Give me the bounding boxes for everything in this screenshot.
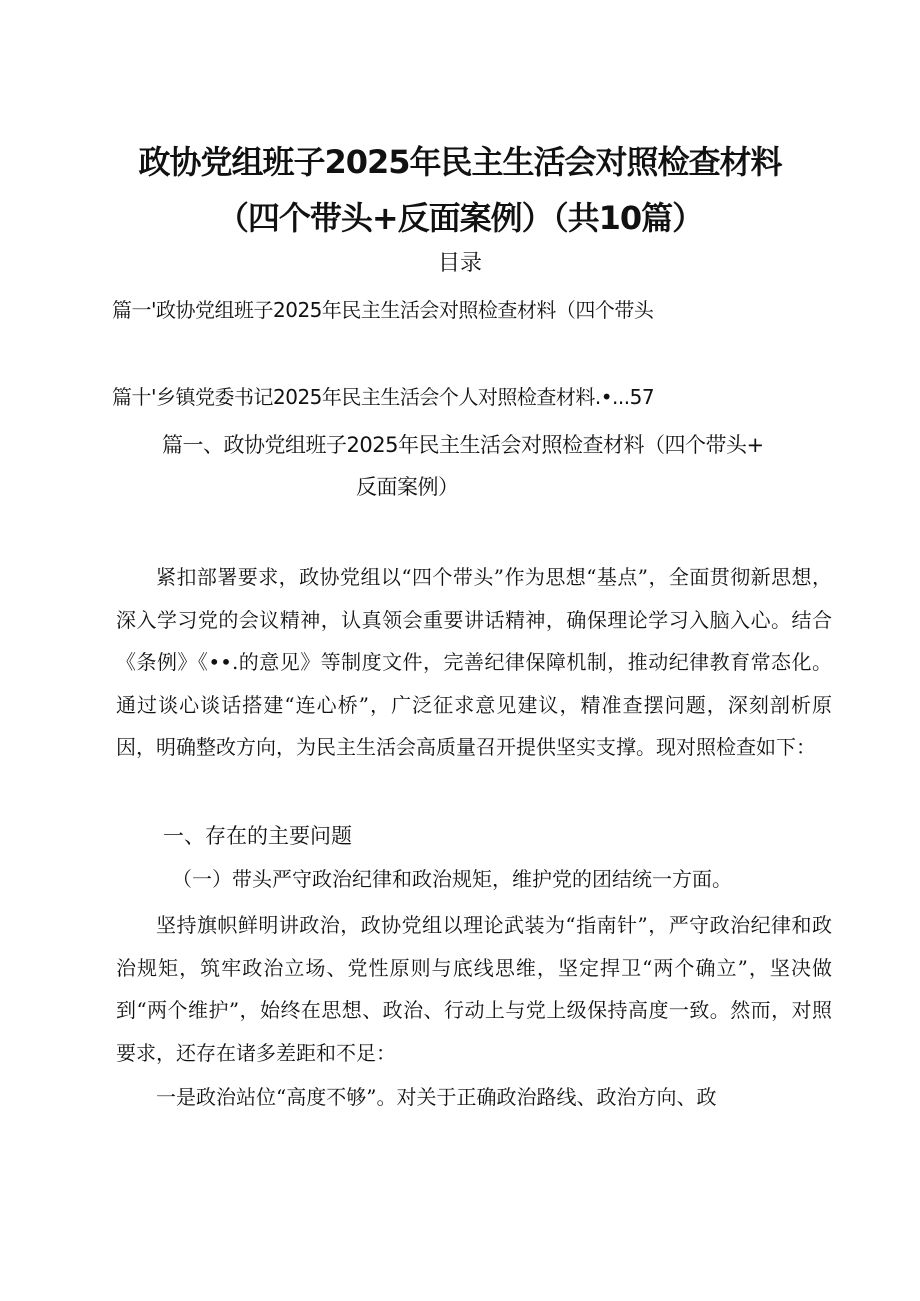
section-title-line-2: 反面案例） [356,475,459,499]
heading-main-problems: 一、存在的主要问题 [163,824,352,848]
toc-item: 篇一'政协党组班子2025年民主生活会对照检查材料（四个带头 [112,298,654,322]
section-title-line-1: 篇一、政协党组班子2025年民主生活会对照检查材料（四个带头+ [162,433,764,457]
body-paragraph: 一是政治站位“高度不够”。对关于正确政治路线、政治方向、政 [156,1085,717,1109]
subheading-political-discipline: （一）带头严守政治纪律和政治规矩，维护党的团结统一方面。 [172,867,732,891]
toc-item: 篇十'乡镇党委书记2025年民主生活会个人对照检查材料.•...57 [112,385,655,409]
document-title-line-2: （四个带头+反面案例）（共10篇） [216,199,704,237]
document-title-line-1: 政协党组班子2025年民主生活会对照检查材料 [138,143,782,181]
body-paragraph: 坚持旗帜鲜明讲政治，政协党组以理论武装为“指南针”，严守政治纪律和政治规矩，筑牢政治立场、党性原则与底线思维，坚定捍卫“两个确立”，坚决做到“两个维护”，始终在思想、政治、行动上与党上级保持高度一致。然而，对照要求，还存在诸多差距和不足： [116,913,832,1065]
intro-paragraph: 紧扣部署要求，政协党组以“四个带头”作为思想“基点”，全面贯彻新思想，深入学习党的会议精神，认真领会重要讲话精神，确保理论学习入脑入心。结合《条例》《••.的意见》等制度文件，完善纪律保障机制，推动纪律教育常态化。通过谈心谈话搭建“连心桥”，广泛征求意见建议，精准查摆问题，深刻剖析原因，明确整改方向，为民主生活会高质量召开提供坚实支撑。现对照检查如下： [116,565,832,759]
toc-heading: 目录 [437,251,482,276]
